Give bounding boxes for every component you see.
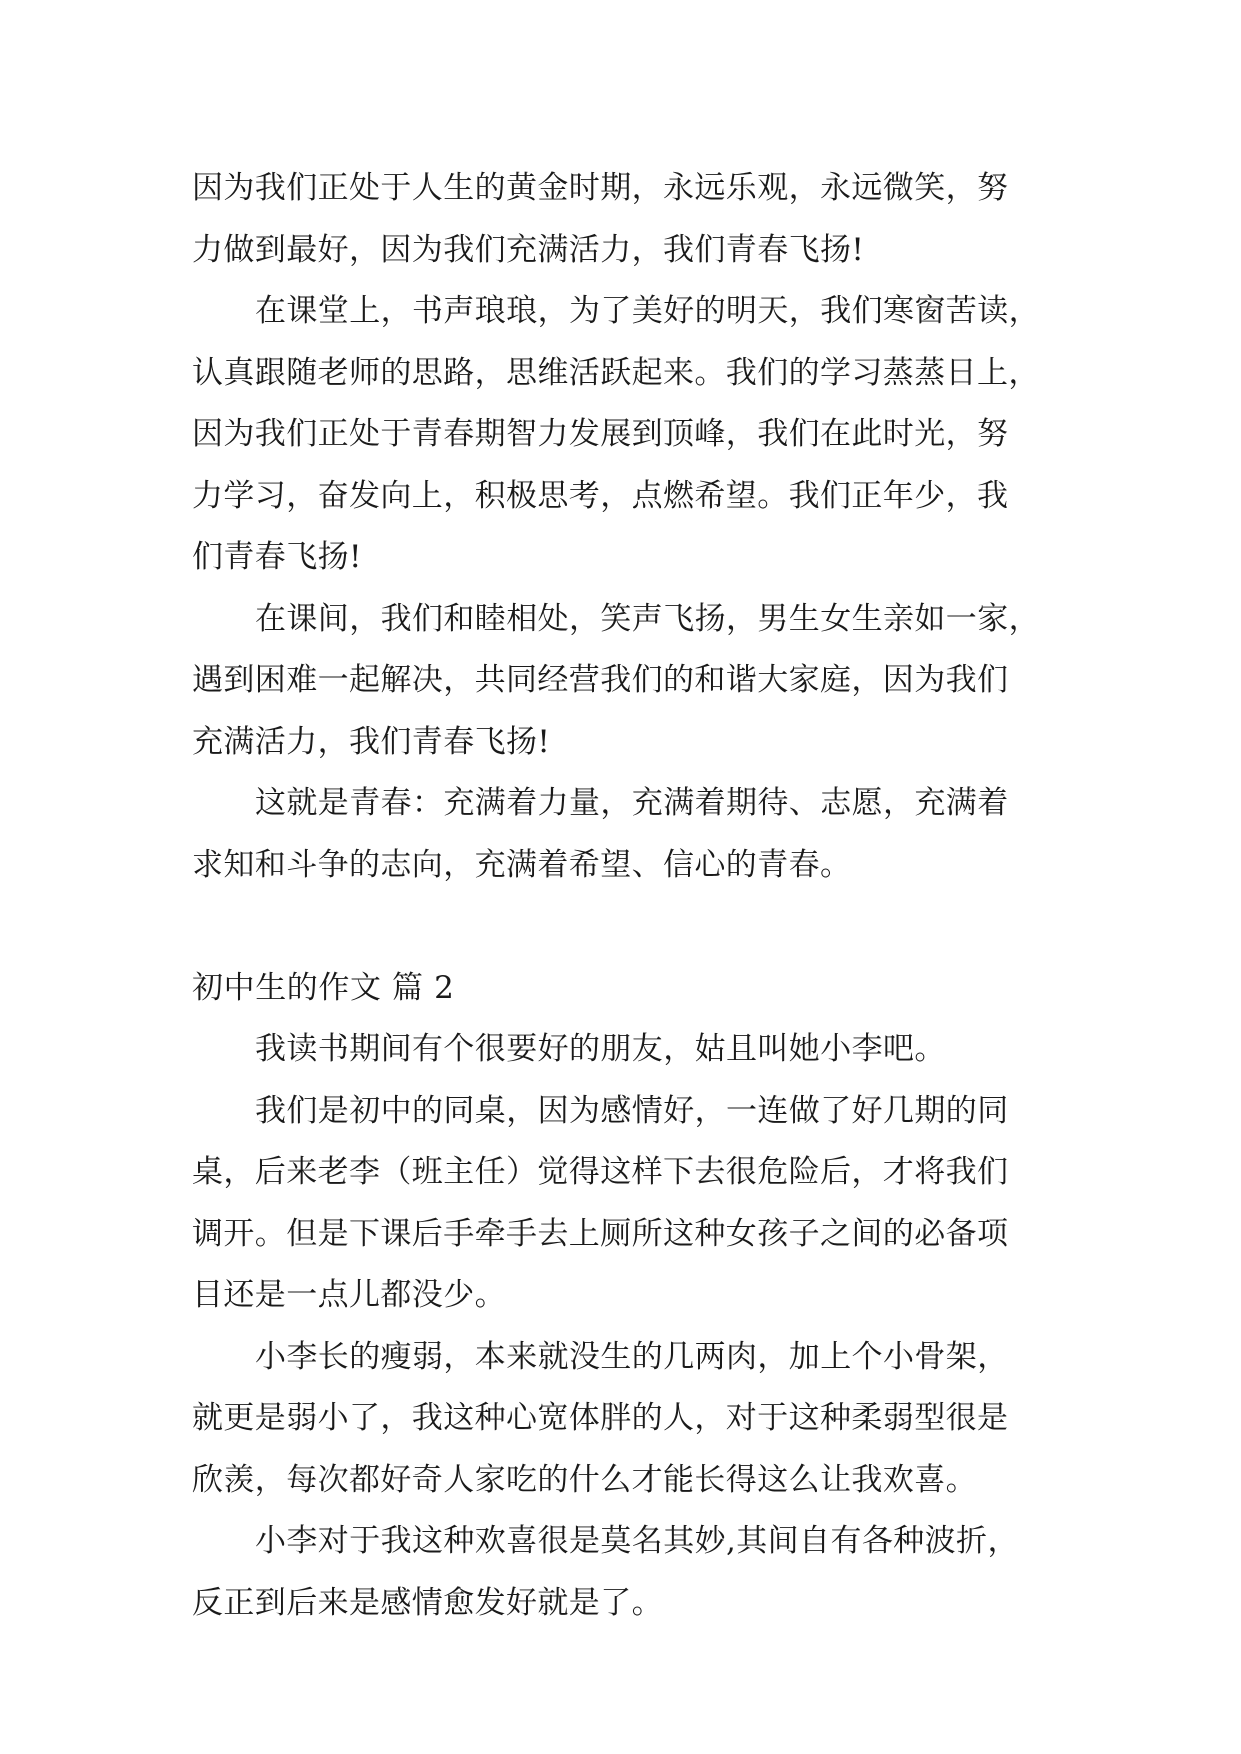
text-line: 因为我们正处于青春期智力发展到顶峰，我们在此时光，努 (192, 416, 1009, 452)
text-line: 充满活力，我们青春飞扬! (192, 723, 551, 760)
text-line: 求知和斗争的志向，充满着希望、信心的青春。 (192, 846, 852, 883)
paragraph (192, 1327, 1052, 1512)
paragraph (192, 158, 1052, 281)
text-line: 调开。但是下课后手牵手去上厕所这种女孩子之间的必备项 (192, 1215, 1009, 1252)
text-line: 我读书期间有个很要好的朋友，姑且叫她小李吧。 (255, 1031, 946, 1067)
text-line: 就更是弱小了，我这种心宽体胖的人，对于这种柔弱型很是 (192, 1400, 1009, 1436)
paragraph (192, 589, 1052, 774)
text-line: 小李长的瘦弱，本来就没生的几两肉，加上个小骨架， (255, 1338, 1009, 1375)
text-line: 这就是青春：充满着力量，充满着期待、志愿，充满着 (255, 785, 1009, 821)
section-heading: 初中生的作文 篇 2 (192, 969, 455, 1006)
text-line: 桌，后来老李（班主任）觉得这样下去很危险后，才将我们 (192, 1154, 1009, 1190)
text-line: 我们是初中的同桌，因为感情好，一连做了好几期的同 (255, 1092, 1009, 1129)
text-line: 力学习，奋发向上，积极思考，点燃希望。我们正年少，我 (192, 477, 1009, 514)
text-line: 力做到最好，因为我们充满活力，我们青春飞扬! (192, 231, 865, 268)
text-line: 目还是一点儿都没少。 (192, 1277, 506, 1313)
text-line: 反正到后来是感情愈发好就是了。 (192, 1584, 663, 1621)
text-line: 遇到困难一起解决，共同经营我们的和谐大家庭，因为我们 (192, 662, 1009, 698)
paragraph (192, 1019, 1052, 1081)
document-body (192, 158, 1052, 1634)
paragraph (192, 1081, 1052, 1327)
paragraph (192, 773, 1052, 896)
text-line: 小李对于我这种欢喜很是莫名其妙,其间自有各种波折， (255, 1523, 1019, 1559)
text-line: 欣羡，每次都好奇人家吃的什么才能长得这么让我欢喜。 (192, 1461, 977, 1498)
text-line: 在课间，我们和睦相处，笑声飞扬，男生女生亲如一家， (255, 600, 1040, 637)
blank-line (192, 896, 1052, 958)
paragraph (192, 281, 1052, 589)
text-line: 因为我们正处于人生的黄金时期，永远乐观，永远微笑，努 (192, 170, 1009, 206)
text-line: 们青春飞扬! (192, 539, 362, 575)
paragraph (192, 1511, 1052, 1634)
text-line: 认真跟随老师的思路，思维活跃起来。我们的学习蒸蒸日上， (192, 354, 1040, 391)
text-line: 在课堂上，书声琅琅，为了美好的明天，我们寒窗苦读， (255, 293, 1040, 329)
